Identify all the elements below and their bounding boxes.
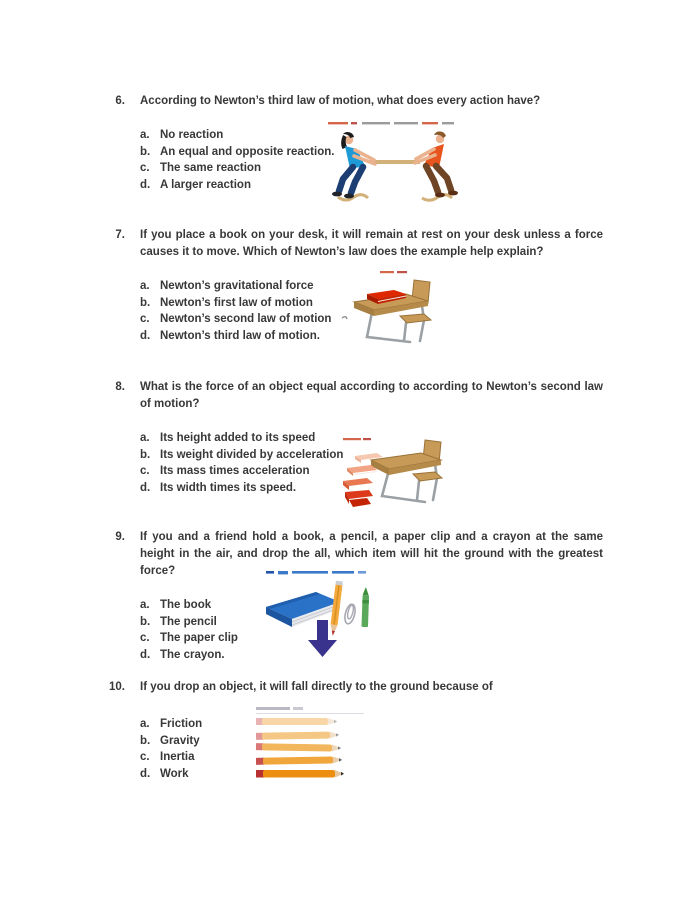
blue-book: [266, 592, 340, 627]
option-text: Its mass times acceleration: [160, 465, 310, 478]
option-a: [140, 716, 605, 733]
pencil-fade-sequence-illustration: [248, 702, 370, 784]
option-text: Its width times its speed.: [160, 481, 297, 494]
desk-falling-books-illustration: [333, 430, 459, 514]
question-number: 8.: [115, 381, 125, 393]
option-letter: b.: [140, 615, 151, 628]
option-letter: a.: [140, 280, 150, 292]
option-text: Gravity: [160, 734, 200, 747]
right-child: [415, 131, 458, 197]
option-letter: b.: [140, 145, 151, 158]
option-text: A larger reaction: [160, 178, 251, 191]
option-letter: c.: [140, 162, 150, 175]
desk: [371, 440, 442, 481]
option-text: Newton’s first law of motion: [160, 296, 313, 309]
option-letter: c.: [140, 632, 150, 645]
paperclip: [343, 603, 357, 625]
caption-scribble: [266, 571, 366, 574]
caption-scribble: [256, 707, 364, 714]
option-letter: a.: [140, 129, 150, 141]
question-number: 7.: [115, 229, 125, 241]
option-letter: a.: [140, 599, 150, 611]
desk: [354, 280, 431, 323]
option-text: Newton’s gravitational force: [160, 280, 314, 292]
option-text: Inertia: [160, 751, 195, 764]
option-letter: c.: [140, 751, 150, 764]
option-text: The pencil: [160, 615, 217, 628]
option-letter: a.: [140, 718, 150, 730]
option-text: No reaction: [160, 129, 224, 141]
caption-scribble: [380, 271, 407, 273]
option-text: The book: [160, 599, 212, 611]
option-letter: a.: [140, 432, 150, 444]
question-text: If you and a friend hold a book, a pencil, a paper clip and a crayon at the same height in the air, and drop the all, which item will hit the ground with the greatest force?: [140, 531, 603, 577]
option-letter: b.: [140, 734, 151, 747]
caption-scribble: [328, 122, 454, 124]
option-b: [140, 733, 605, 750]
question-number: 6.: [115, 95, 125, 107]
option-text: Its height added to its speed: [160, 432, 316, 444]
option-text: The paper clip: [160, 632, 238, 645]
option-letter: c.: [140, 313, 150, 326]
option-letter: d.: [140, 648, 151, 661]
left-child: [332, 132, 375, 198]
option-letter: d.: [140, 767, 151, 780]
question-text: If you drop an object, it will fall directly to the ground because of: [140, 681, 493, 693]
option-text: Work: [160, 767, 189, 780]
option-d: [140, 766, 605, 783]
option-text: An equal and opposite reaction.: [160, 145, 335, 158]
question-number: 9.: [115, 531, 125, 543]
caption-scribble: [343, 438, 371, 440]
dropping-items-illustration: [258, 567, 383, 659]
pencil-2: [256, 731, 339, 739]
desk-with-book-illustration: [336, 268, 450, 352]
option-c: [140, 749, 605, 766]
question-number: 10.: [109, 681, 125, 693]
pencil-5: [256, 770, 344, 778]
option-letter: b.: [140, 296, 151, 309]
option-letter: d.: [140, 178, 151, 191]
option-letter: d.: [140, 481, 151, 494]
caption-scribble: [342, 317, 347, 319]
crayon: [361, 587, 369, 627]
option-letter: d.: [140, 329, 151, 342]
question-text: According to Newton’s third law of motion, what does every action have?: [140, 95, 541, 107]
question-text: If you place a book on your desk, it will remain at rest on your desk unless a force causes it to move. Which of Newton’s law does the example help explain?: [140, 229, 603, 258]
pencil-4: [256, 756, 342, 764]
question-text: What is the force of an object equal according to according to Newton’s second law of motion?: [140, 381, 603, 410]
pencil-3: [256, 743, 341, 751]
option-text: The same reaction: [160, 162, 261, 175]
options-list: [140, 716, 605, 782]
option-letter: c.: [140, 465, 150, 478]
option-text: The crayon.: [160, 648, 225, 661]
option-text: Its weight divided by acceleration: [160, 448, 344, 461]
option-text: Newton’s third law of motion.: [160, 329, 320, 342]
option-text: Friction: [160, 718, 203, 730]
option-letter: b.: [140, 448, 151, 461]
option-text: Newton’s second law of motion: [160, 313, 332, 326]
tug-of-war-illustration: [320, 120, 470, 206]
pencil-1: [256, 718, 337, 725]
